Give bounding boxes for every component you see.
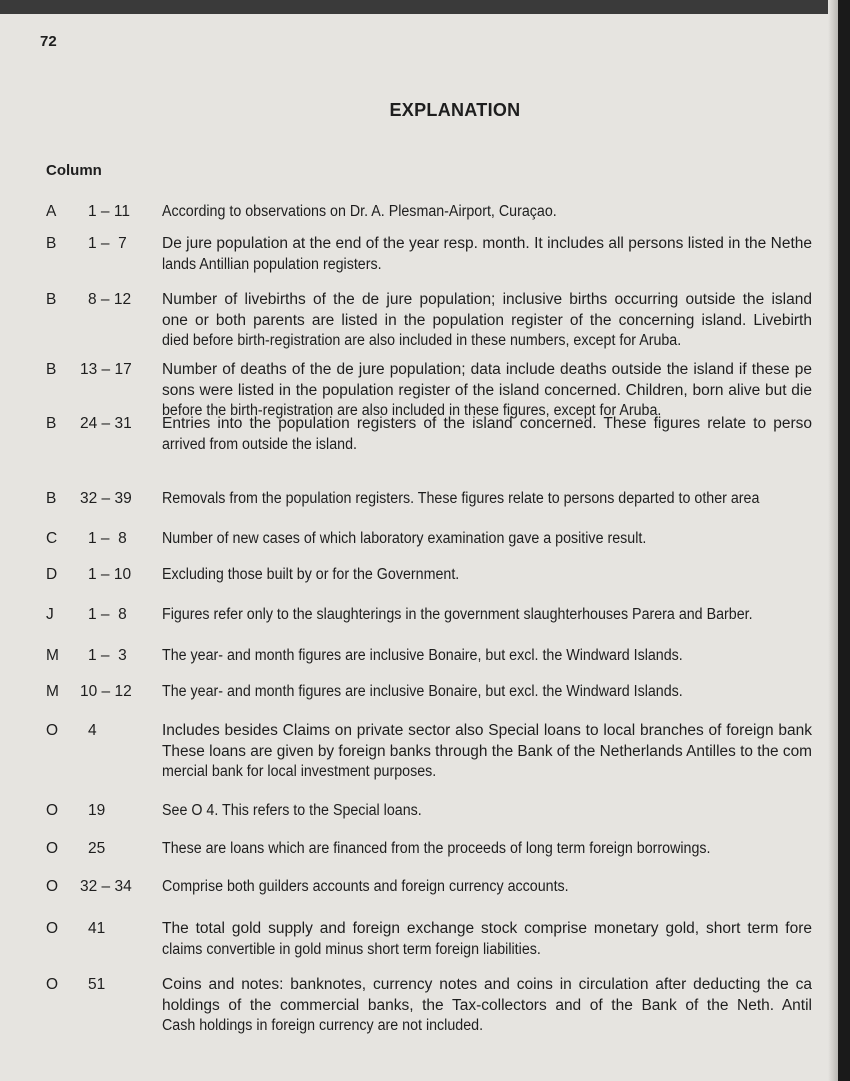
entry-table-letter: B [46, 235, 57, 252]
entry-table-letter: O [46, 802, 59, 819]
entry-description [162, 529, 817, 550]
entry-table-letter: A [46, 203, 57, 220]
entry-description [162, 489, 817, 510]
entry-table-letter: O [46, 840, 59, 857]
description-line: arrived from outside the island. [162, 435, 357, 453]
entry-column-range: 1 – 3 [88, 647, 127, 664]
description-line: lands Antillian population registers. [162, 255, 382, 273]
description-line: Number of deaths of the de jure population; data include deaths outside the island if these pe [162, 361, 812, 378]
entry-table-letter: O [46, 878, 59, 895]
description-line: Removals from the population registers. These figures relate to persons departed to other area [162, 490, 760, 507]
description-line: Number of new cases of which laboratory examination gave a positive result. [162, 530, 647, 547]
entry-column-range: 4 [88, 722, 97, 739]
description-line: The year- and month figures are inclusive Bonaire, but excl. the Windward Islands. [162, 647, 683, 664]
description-line: These are loans which are financed from the proceeds of long term foreign borrowings. [162, 840, 711, 857]
entry-column-range: 1 – 7 [88, 235, 127, 252]
entry-description [162, 414, 817, 455]
entry-description [162, 839, 817, 860]
entry-description [162, 360, 817, 422]
entry-table-letter: O [46, 920, 59, 937]
description-line: Number of livebirths of the de jure population; inclusive births occurring outside the island [162, 291, 812, 308]
description-line: Includes besides Claims on private sector also Special loans to local branches of foreign bank [162, 722, 812, 739]
page-title: EXPLANATION [389, 100, 521, 120]
entry-column-range: 1 – 8 [88, 530, 127, 547]
entry-description [162, 565, 817, 586]
description-line: sons were listed in the population register of the island concerned. Children, born alive but die [162, 381, 812, 399]
description-line: See O 4. This refers to the Special loans. [162, 802, 422, 819]
description-line: Coins and notes: banknotes, currency notes and coins in circulation after deducting the ca [162, 976, 812, 993]
description-line: The year- and month figures are inclusive Bonaire, but excl. the Windward Islands. [162, 683, 683, 700]
entry-description [162, 202, 817, 223]
description-line: Cash holdings in foreign currency are not included. [162, 1017, 484, 1034]
entry-column-range: 24 – 31 [80, 415, 132, 432]
entry-table-letter: O [46, 976, 59, 993]
description-line: Excluding those built by or for the Government. [162, 566, 460, 583]
entry-column-range: 32 – 39 [80, 490, 132, 507]
entry-column-range: 41 [88, 920, 106, 937]
entry-description [162, 877, 817, 898]
description-line: mercial bank for local investment purposes. [162, 763, 437, 780]
description-line: one or both parents are listed in the population register of the concerning island. Livebirth [162, 311, 812, 329]
entry-description [162, 646, 817, 667]
entry-description [162, 605, 817, 626]
entry-column-range: 1 – 10 [88, 566, 132, 583]
entry-column-range: 1 – 8 [88, 606, 127, 623]
description-line: Comprise both guilders accounts and foreign currency accounts. [162, 878, 569, 895]
entry-table-letter: B [46, 490, 57, 507]
description-line: Figures refer only to the slaughterings in the government slaughterhouses Parera and Barber. [162, 606, 753, 623]
entry-column-range: 19 [88, 802, 106, 819]
entry-table-letter: J [46, 606, 54, 623]
entry-description [162, 919, 817, 960]
entry-description [162, 721, 817, 783]
description-line: Entries into the population registers of the island concerned. These figures relate to perso [162, 415, 812, 432]
entry-table-letter: D [46, 566, 58, 583]
entry-description [162, 801, 817, 822]
page-number: 72 [40, 33, 57, 50]
entry-table-letter: B [46, 291, 57, 308]
description-line: holdings of the commercial banks, the Tax-collectors and of the Bank of the Neth. Antil [162, 996, 812, 1014]
description-line: According to observations on Dr. A. Plesman-Airport, Curaçao. [162, 203, 557, 220]
page-edge-shadow [828, 0, 838, 1081]
description-line: The total gold supply and foreign exchange stock comprise monetary gold, short term fore [162, 920, 812, 937]
description-line: claims convertible in gold minus short term foreign liabilities. [162, 940, 541, 958]
entry-column-range: 32 – 34 [80, 878, 132, 895]
entry-table-letter: C [46, 530, 58, 547]
column-header: Column [46, 162, 102, 179]
entry-column-range: 8 – 12 [88, 291, 132, 308]
entry-description [162, 975, 817, 1037]
entry-description [162, 682, 817, 703]
description-line: died before birth-registration are also included in these numbers, except for Aruba. [162, 332, 682, 349]
entry-table-letter: B [46, 361, 57, 378]
entry-table-letter: O [46, 722, 59, 739]
entry-description [162, 290, 817, 352]
entry-table-letter: M [46, 683, 59, 700]
entry-column-range: 25 [88, 840, 106, 857]
entry-table-letter: B [46, 415, 57, 432]
description-line: De jure population at the end of the year resp. month. It includes all persons listed in the Nethe [162, 235, 812, 252]
entry-column-range: 1 – 11 [88, 203, 130, 220]
description-line: These loans are given by foreign banks through the Bank of the Netherlands Antilles to the com [162, 742, 812, 760]
entry-column-range: 13 – 17 [80, 361, 132, 378]
entry-table-letter: M [46, 647, 59, 664]
entry-column-range: 51 [88, 976, 106, 993]
description-line: before the birth-registration are also included in these figures, except for Aruba. [162, 402, 662, 419]
entry-column-range: 10 – 12 [80, 683, 132, 700]
entry-description [162, 234, 817, 275]
